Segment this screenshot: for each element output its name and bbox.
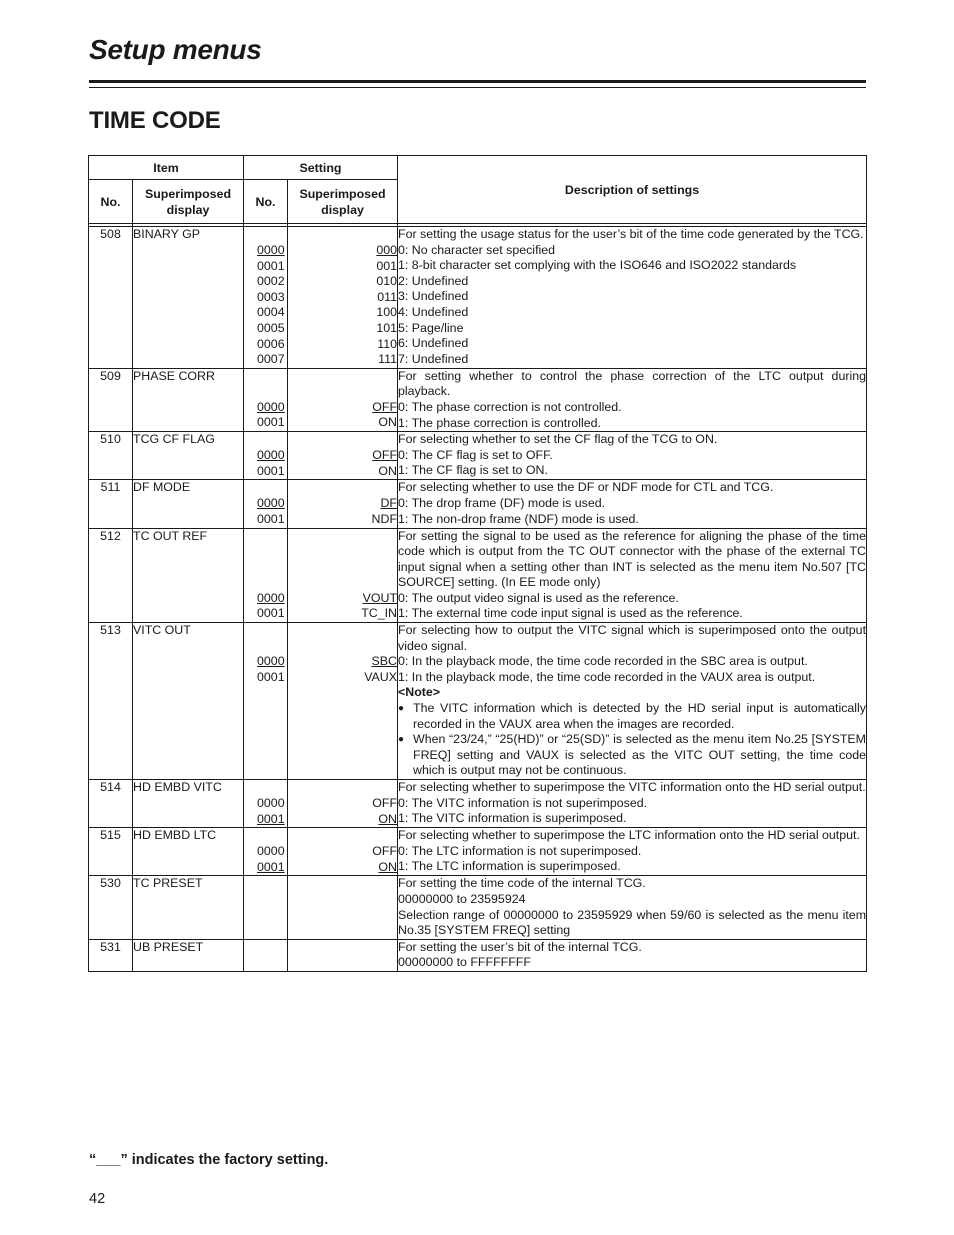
setting-value: 0000 xyxy=(257,399,285,414)
setting-value: 0002 xyxy=(257,274,285,289)
option-description: 1: The non-drop frame (NDF) mode is used. xyxy=(398,511,639,526)
item-display-name: DF MODE xyxy=(133,480,244,528)
setting-display: TC_IN xyxy=(361,606,398,621)
setting-value: 0004 xyxy=(257,305,285,320)
setting-value: 0001 xyxy=(257,811,285,826)
description-text: 00000000 to FFFFFFFF xyxy=(398,955,531,970)
setting-display: OFF xyxy=(372,399,398,414)
option-description: 6: Undefined xyxy=(398,336,469,351)
description-text: For setting whether to control the phase correction of the LTC output during playback. xyxy=(398,368,867,399)
item-number: 530 xyxy=(89,876,133,939)
item-display-name: UB PRESET xyxy=(133,939,244,971)
description-cell xyxy=(398,227,867,369)
option-description: 1: The VITC information is superimposed. xyxy=(398,811,627,826)
setting-number-cell xyxy=(244,227,288,369)
setting-number-cell xyxy=(244,939,288,971)
bullet-icon: ● xyxy=(398,734,405,746)
option-description: 7: Undefined xyxy=(398,351,469,366)
description-text: For setting the user’s bit of the internal TCG. xyxy=(398,939,642,954)
item-display-name: TC PRESET xyxy=(133,876,244,939)
item-number: 508 xyxy=(89,227,133,369)
item-number: 509 xyxy=(89,368,133,431)
option-description: 0: No character set specified xyxy=(398,242,556,257)
option-description: 1: The phase correction is controlled. xyxy=(398,415,601,430)
description-cell xyxy=(398,480,867,528)
factory-setting-legend: “___” indicates the factory setting. xyxy=(89,1152,329,1168)
item-number: 510 xyxy=(89,432,133,480)
item-display-name: VITC OUT xyxy=(133,623,244,780)
description-cell xyxy=(398,432,867,480)
description-text: Selection range of 00000000 to 23595929 when 59/60 is selected as the menu item No.35 [SYSTEM FREQ] setting xyxy=(398,907,867,938)
setting-value: 0000 xyxy=(257,590,285,605)
setting-display-cell xyxy=(288,480,398,528)
setting-display: ON xyxy=(378,811,398,826)
table-row xyxy=(89,528,867,623)
description-cell xyxy=(398,368,867,431)
setting-value: 0000 xyxy=(257,243,285,257)
description-text: For setting the time code of the internal TCG. xyxy=(398,876,646,891)
note-item xyxy=(398,701,866,732)
setting-display: OFF xyxy=(372,844,398,859)
option-description: 0: The output video signal is used as the reference. xyxy=(398,590,679,605)
description-cell xyxy=(398,876,867,939)
setting-number-cell xyxy=(244,828,288,876)
setting-value: 0001 xyxy=(257,463,285,478)
setting-value: 0007 xyxy=(257,352,285,367)
setting-display: 101 xyxy=(376,320,398,335)
description-cell xyxy=(398,939,867,971)
setting-number-cell xyxy=(244,528,288,623)
setting-display-cell xyxy=(288,623,398,780)
header-setting-no: No. xyxy=(244,180,288,224)
setting-value: 0000 xyxy=(257,496,285,511)
table-row xyxy=(89,939,867,971)
description-cell xyxy=(398,828,867,876)
setting-display: OFF xyxy=(372,448,398,463)
setting-value: 0001 xyxy=(257,511,285,526)
setting-display-cell xyxy=(288,528,398,623)
setting-display: ON xyxy=(378,859,398,874)
option-description: 0: The CF flag is set to OFF. xyxy=(398,447,553,462)
option-description: 5: Page/line xyxy=(398,320,464,335)
option-description: 0: The LTC information is not superimposed. xyxy=(398,843,642,858)
item-number: 531 xyxy=(89,939,133,971)
table-row xyxy=(89,876,867,939)
item-display-name: TC OUT REF xyxy=(133,528,244,623)
description-text: For setting the usage status for the user’s bit of the time code generated by the TCG. xyxy=(398,227,864,241)
item-display-name: HD EMBD VITC xyxy=(133,780,244,828)
setting-display: OFF xyxy=(372,796,398,810)
setting-value: 0001 xyxy=(257,258,285,273)
setting-value: 0001 xyxy=(257,415,285,430)
option-description: 0: The VITC information is not superimposed. xyxy=(398,795,648,810)
setting-display: VAUX xyxy=(364,669,398,684)
option-description: 3: Undefined xyxy=(398,289,469,304)
item-number: 512 xyxy=(89,528,133,623)
description-text: For selecting whether to use the DF or NDF mode for CTL and TCG. xyxy=(398,480,774,495)
setting-value: 0001 xyxy=(257,859,285,874)
setting-number-cell xyxy=(244,432,288,480)
setting-number-cell xyxy=(244,480,288,528)
header-rule-thick xyxy=(89,80,866,83)
setting-value: 0005 xyxy=(257,320,285,335)
table-row xyxy=(89,480,867,528)
table-row xyxy=(89,368,867,431)
setting-value: 0000 xyxy=(257,796,285,810)
description-text: 00000000 to 23595924 xyxy=(398,891,526,906)
setting-value: 0001 xyxy=(257,606,285,621)
item-number: 515 xyxy=(89,828,133,876)
table-row xyxy=(89,780,867,828)
setting-display: DF xyxy=(380,496,398,511)
time-code-table xyxy=(88,155,867,972)
option-description: 1: The LTC information is superimposed. xyxy=(398,859,621,874)
table-row xyxy=(89,828,867,876)
setting-display-cell xyxy=(288,227,398,369)
setting-display-cell xyxy=(288,828,398,876)
description-cell xyxy=(398,623,867,780)
setting-value: 0000 xyxy=(257,844,285,859)
description-text: For selecting whether to superimpose the VITC information onto the HD serial output. xyxy=(398,780,866,794)
description-cell xyxy=(398,528,867,623)
setting-display: VOUT xyxy=(362,590,398,605)
item-display-name: HD EMBD LTC xyxy=(133,828,244,876)
setting-display-cell xyxy=(288,780,398,828)
setting-value: 0006 xyxy=(257,336,285,351)
table-row xyxy=(89,623,867,780)
header-item-display: Superimposed display xyxy=(133,180,244,224)
description-text: For setting the signal to be used as the reference for aligning the phase of the time code which is output from the TC OUT connector with the phase of the external TC input signal when a setting other than INT is selected as the menu item No.507 [TC SOURCE] setting. (In EE mode only) xyxy=(398,528,867,590)
setting-display: NDF xyxy=(371,511,398,526)
header-item-no: No. xyxy=(89,180,133,224)
setting-number-cell xyxy=(244,876,288,939)
option-description: 0: The phase correction is not controlled. xyxy=(398,399,622,414)
setting-display: 100 xyxy=(376,305,398,320)
header-item: Item xyxy=(89,156,244,180)
item-number: 513 xyxy=(89,623,133,780)
section-title: TIME CODE xyxy=(89,107,221,134)
note-text: When “23/24,” “25(HD)” or “25(SD)” is selected as the menu item No.25 [SYSTEM FREQ] setting and VAUX is selected as the VITC OUT setting, the time code which is output may not be continuous. xyxy=(413,732,867,778)
option-description: 1: 8-bit character set complying with the ISO646 and ISO2022 standards xyxy=(398,258,797,273)
header-setting: Setting xyxy=(244,156,398,180)
setting-display: 011 xyxy=(377,289,398,304)
option-description: 1: In the playback mode, the time code recorded in the VAUX area is output. xyxy=(398,669,816,684)
setting-display: 110 xyxy=(377,336,398,351)
setting-value: 0000 xyxy=(257,654,285,669)
page-number: 42 xyxy=(89,1191,106,1207)
header-setting-display: Superimposed display xyxy=(288,180,398,224)
item-number: 514 xyxy=(89,780,133,828)
option-description: 0: The drop frame (DF) mode is used. xyxy=(398,495,606,510)
option-description: 2: Undefined xyxy=(398,273,469,288)
bullet-icon: ● xyxy=(398,703,405,715)
description-text: For selecting how to output the VITC signal which is superimposed onto the output video signal. xyxy=(398,623,867,653)
description-text: For selecting whether to superimpose the LTC information onto the HD serial output. xyxy=(398,828,860,843)
setting-number-cell xyxy=(244,368,288,431)
setting-value: 0000 xyxy=(257,448,285,463)
description-text: For selecting whether to set the CF flag of the TCG to ON. xyxy=(398,432,718,447)
setting-display-cell xyxy=(288,432,398,480)
option-description: 4: Undefined xyxy=(398,304,469,319)
setting-display: ON xyxy=(378,463,398,478)
setting-display-cell xyxy=(288,876,398,939)
item-display-name: PHASE CORR xyxy=(133,368,244,431)
setting-display-cell xyxy=(288,939,398,971)
table-row xyxy=(89,227,867,369)
header-description: Description of settings xyxy=(398,156,867,224)
note-heading: <Note> xyxy=(398,685,441,700)
setting-display: ON xyxy=(378,415,398,430)
setting-display-cell xyxy=(288,368,398,431)
table-body xyxy=(89,227,867,972)
page-header-title: Setup menus xyxy=(89,34,262,65)
option-description: 1: The external time code input signal is used as the reference. xyxy=(398,606,743,621)
setting-value: 0003 xyxy=(257,289,285,304)
setting-display: SBC xyxy=(371,654,398,669)
note-text: The VITC information which is detected by the HD serial input is automatically recorded in the VAUX area when the images are recorded. xyxy=(413,701,867,731)
item-display-name: TCG CF FLAG xyxy=(133,432,244,480)
setting-display: 001 xyxy=(376,258,398,273)
item-number: 511 xyxy=(89,480,133,528)
option-description: 0: In the playback mode, the time code recorded in the SBC area is output. xyxy=(398,654,808,669)
item-display-name: BINARY GP xyxy=(133,227,244,369)
table-row xyxy=(89,432,867,480)
setting-value: 0001 xyxy=(257,669,285,684)
option-description: 1: The CF flag is set to ON. xyxy=(398,463,548,478)
setting-display: 111 xyxy=(378,352,398,367)
setting-number-cell xyxy=(244,623,288,780)
header-rule-thin xyxy=(89,87,866,88)
setting-display: 010 xyxy=(376,274,398,289)
setting-number-cell xyxy=(244,780,288,828)
setting-display: 000 xyxy=(376,243,398,257)
note-item xyxy=(398,732,866,779)
description-cell xyxy=(398,780,867,828)
